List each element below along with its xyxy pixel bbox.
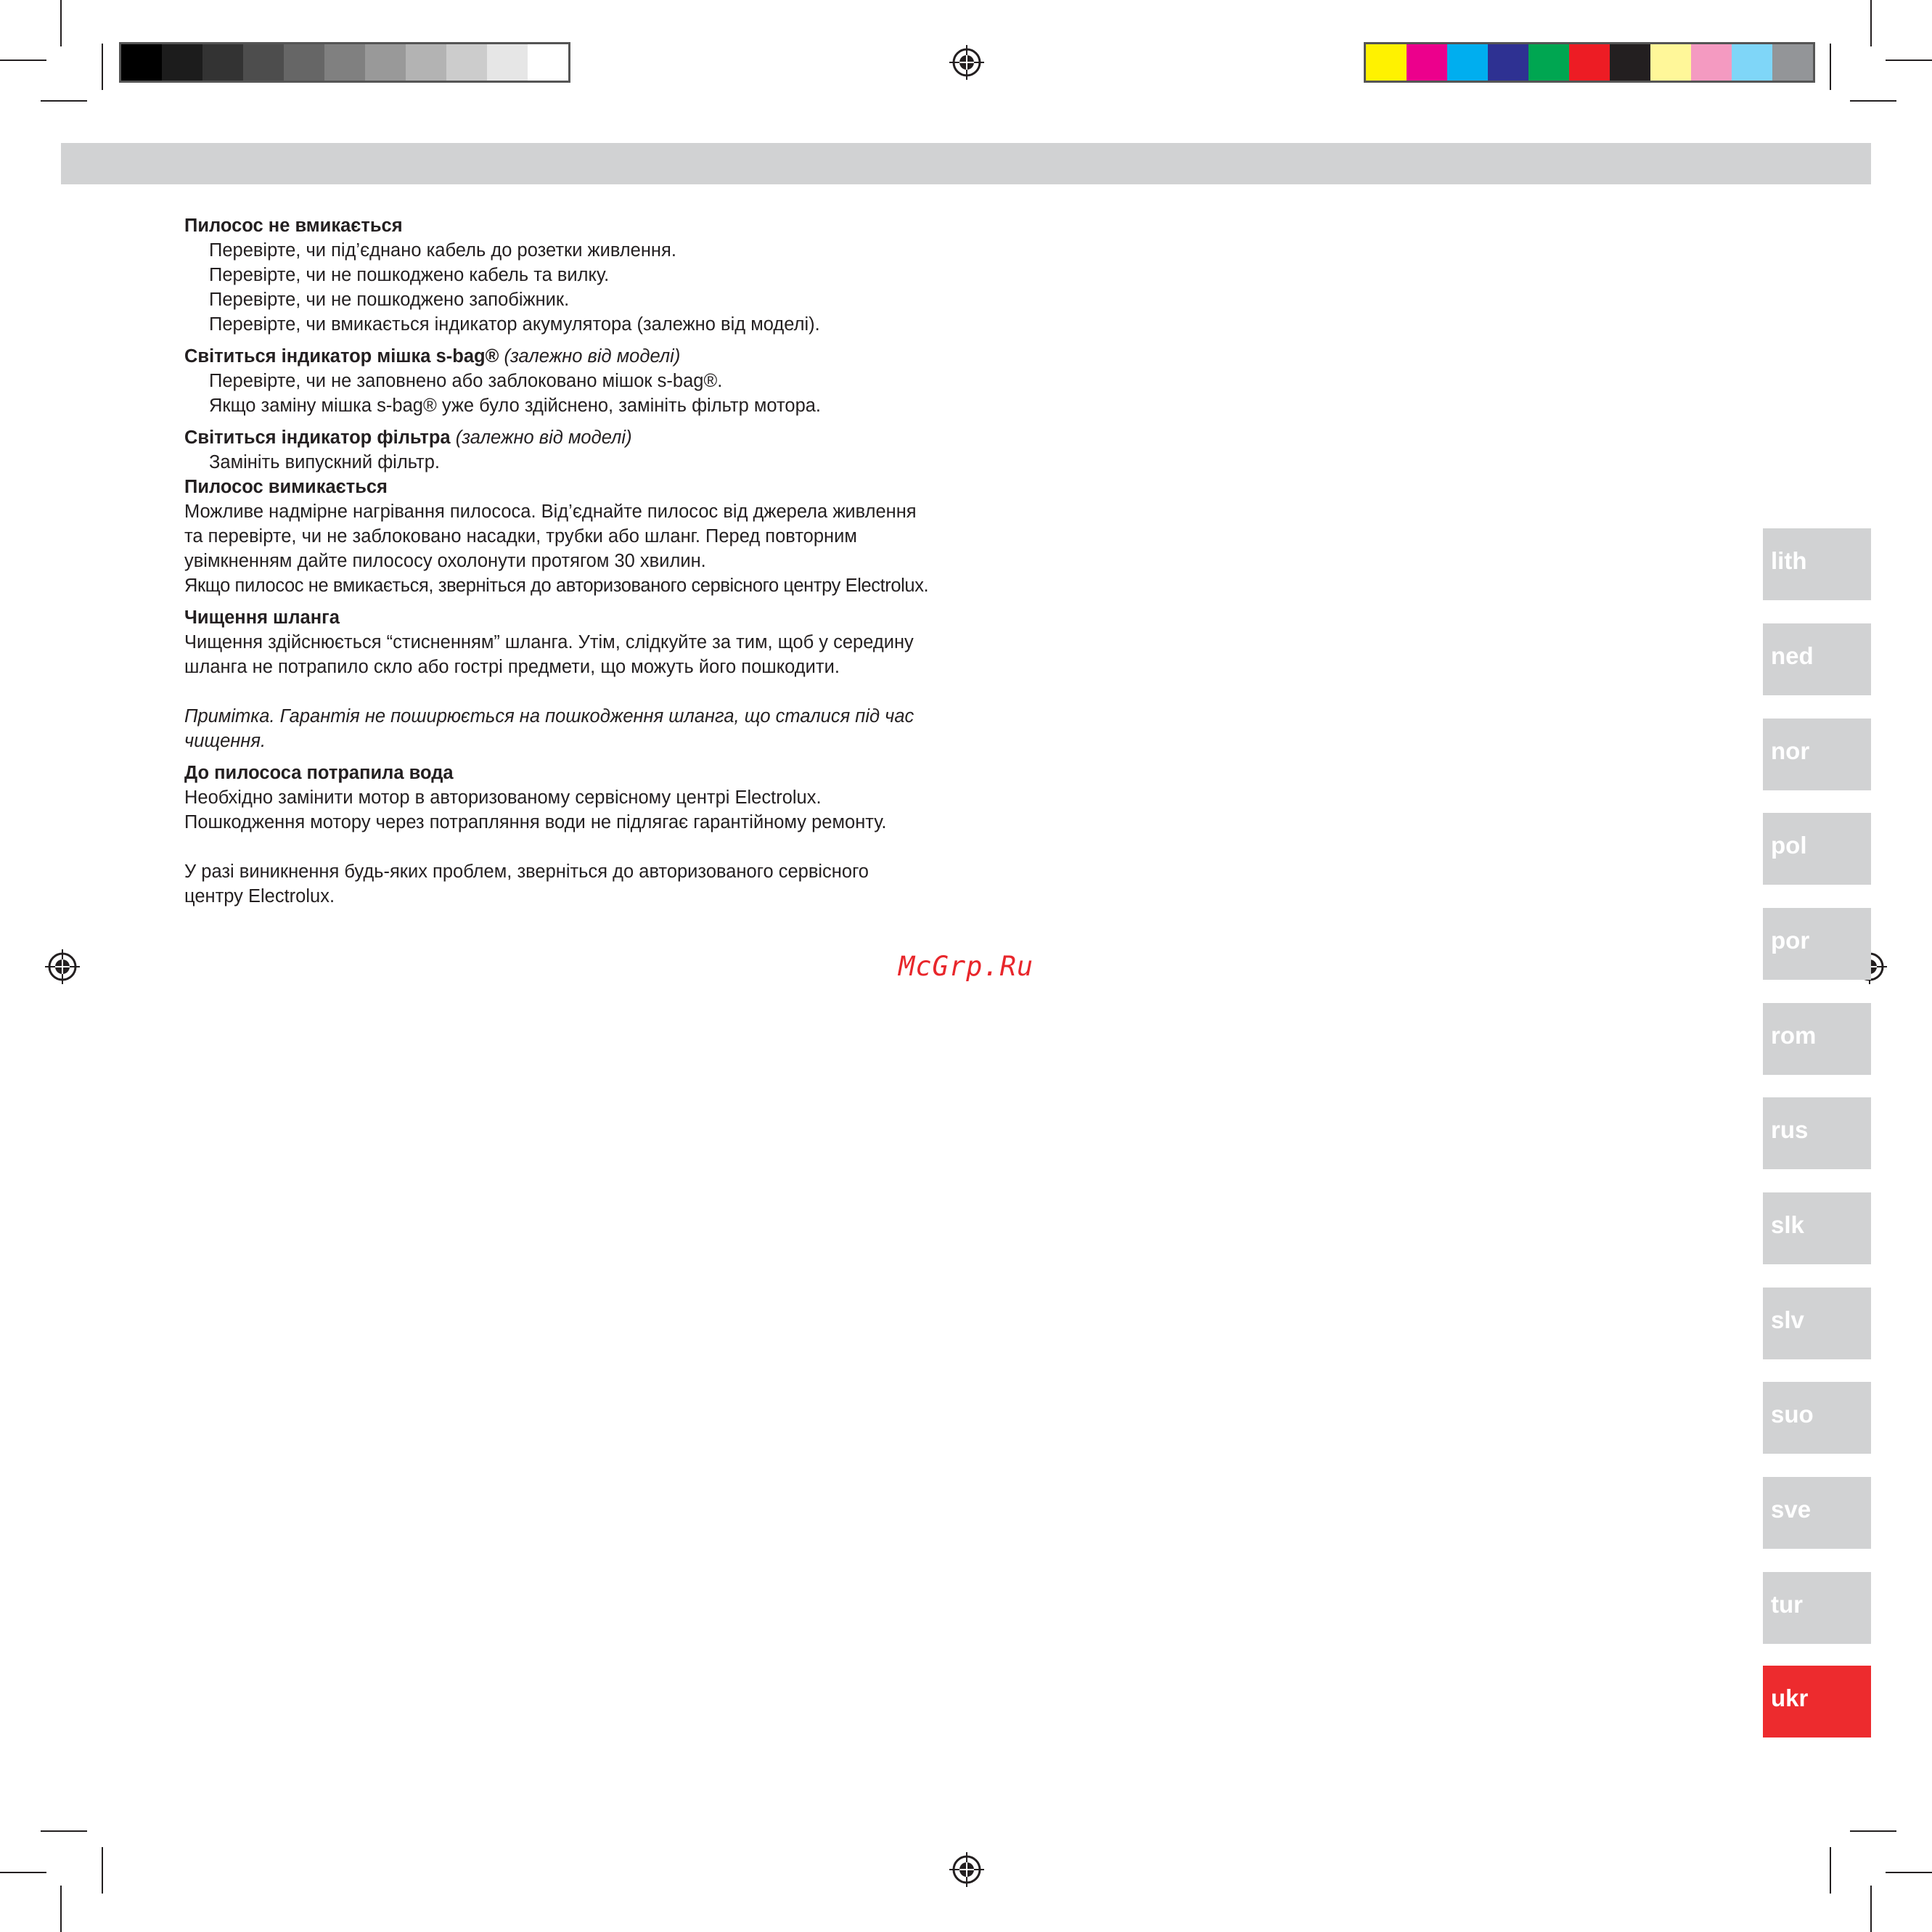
header-band (61, 143, 1871, 184)
color-swatch (243, 44, 284, 81)
section-heading: Чищення шланга (184, 607, 340, 628)
crop-mark (102, 1847, 103, 1894)
tab-suo[interactable]: suo (1763, 1382, 1871, 1454)
color-swatch (162, 44, 202, 81)
crop-mark (1830, 44, 1831, 90)
crop-mark (41, 1830, 87, 1832)
tab-lith[interactable]: lith (1763, 528, 1871, 600)
body-line: Перевірте, чи не пошкоджено запобіжник. (209, 290, 570, 310)
color-swatch (1488, 44, 1528, 81)
registration-mark-icon (949, 1852, 984, 1887)
color-swatch (284, 44, 324, 81)
crop-mark (1870, 0, 1872, 46)
note-line: Примітка. Гарантія не поширюється на пошкодження шланга, що сталися під час (184, 706, 914, 726)
body-line: Якщо заміну мішка s-bag® уже було здійснено, замініть фільтр мотора. (209, 396, 822, 416)
tab-nor[interactable]: nor (1763, 719, 1871, 790)
registration-mark-icon (45, 949, 80, 984)
section-heading: Пилосос вимикається (184, 477, 388, 497)
tab-por[interactable]: por (1763, 908, 1871, 980)
body-line: Перевірте, чи не пошкоджено кабель та вилку. (209, 265, 610, 285)
color-swatch (324, 44, 365, 81)
color-swatch (1691, 44, 1732, 81)
tab-rus[interactable]: rus (1763, 1097, 1871, 1169)
body-line: Чищення здійснюється “стисненням” шланга. Утім, слідкуйте за тим, щоб у середину (184, 632, 914, 652)
color-swatch (1528, 44, 1569, 81)
color-swatch (446, 44, 487, 81)
crop-mark (60, 0, 62, 46)
tab-rom[interactable]: rom (1763, 1003, 1871, 1075)
color-swatch (1772, 44, 1813, 81)
color-swatch (1610, 44, 1650, 81)
body-line: Можливе надмірне нагрівання пилососа. Від’єднайте пилосос від джерела живлення (184, 502, 917, 522)
grayscale-bar (119, 42, 570, 83)
model-note: (залежно від моделі) (455, 427, 632, 448)
section-heading: До пилососа потрапила вода (184, 763, 454, 783)
tab-ukr[interactable]: ukr (1763, 1666, 1871, 1737)
crop-mark (1830, 1847, 1831, 1894)
watermark: McGrp.Ru (899, 951, 1034, 982)
crop-mark (1870, 1886, 1872, 1932)
section-heading: Пилосос не вмикається (184, 216, 403, 236)
body-line: Перевірте, чи не заповнено або заблоковано мішок s-bag®. (209, 371, 723, 391)
body-line: Перевірте, чи під’єднано кабель до розетки живлення. (209, 240, 676, 261)
crop-mark (41, 100, 87, 102)
body-line: шланга не потрапило скло або гострі предмети, що можуть його пошкодити. (184, 657, 840, 677)
section-heading (184, 425, 954, 450)
tab-slv[interactable]: slv (1763, 1288, 1871, 1359)
color-swatch (365, 44, 406, 81)
crop-mark (0, 60, 46, 61)
color-swatch (121, 44, 162, 81)
body-line: Замініть випускний фільтр. (209, 452, 440, 472)
crop-mark (1886, 60, 1932, 61)
color-swatch (406, 44, 446, 81)
body-line: Пошкодження мотору через потрапляння води не підлягає гарантійному ремонту. (184, 812, 887, 832)
color-swatch (1650, 44, 1691, 81)
crop-mark (60, 1886, 62, 1932)
body-line: увімкненням дайте пилососу охолонути протягом 30 хвилин. (184, 551, 706, 571)
tab-slk[interactable]: slk (1763, 1192, 1871, 1264)
tab-sve[interactable]: sve (1763, 1477, 1871, 1549)
troubleshooting-section (184, 213, 954, 909)
body-line: центру Electrolux. (184, 886, 335, 906)
color-swatch (528, 44, 568, 81)
body-line: У разі виникнення будь-яких проблем, зверніться до авторизованого сервісного (184, 861, 869, 882)
color-swatch (1366, 44, 1407, 81)
model-note: (залежно від моделі) (504, 346, 681, 367)
color-swatch (1732, 44, 1772, 81)
body-line: Перевірте, чи вмикається індикатор акумулятора (залежно від моделі). (209, 314, 820, 335)
registration-mark-icon (949, 45, 984, 80)
color-swatch (487, 44, 528, 81)
heading-text: Світиться індикатор мішка s-bag® (184, 346, 499, 367)
color-swatch (1407, 44, 1447, 81)
color-swatch (1447, 44, 1488, 81)
tab-pol[interactable]: pol (1763, 813, 1871, 885)
crop-mark (1850, 1830, 1896, 1832)
body-line: Якщо пилосос не вмикається, зверніться до авторизованого сервісного центру Electrolux. (184, 576, 929, 596)
color-bar (1364, 42, 1815, 83)
color-swatch (1569, 44, 1610, 81)
crop-mark (1850, 100, 1896, 102)
crop-mark (102, 44, 103, 90)
tab-tur[interactable]: tur (1763, 1572, 1871, 1644)
section-heading (184, 344, 954, 369)
heading-text: Світиться індикатор фільтра (184, 427, 451, 448)
body-line: та перевірте, чи не заблоковано насадки, трубки або шланг. Перед повторним (184, 526, 857, 547)
crop-mark (1886, 1872, 1932, 1873)
color-swatch (202, 44, 243, 81)
note-line: чищення. (184, 731, 266, 751)
body-line: Необхідно замінити мотор в авторизованому сервісному центрі Electrolux. (184, 787, 822, 808)
crop-mark (0, 1872, 46, 1873)
tab-ned[interactable]: ned (1763, 623, 1871, 695)
